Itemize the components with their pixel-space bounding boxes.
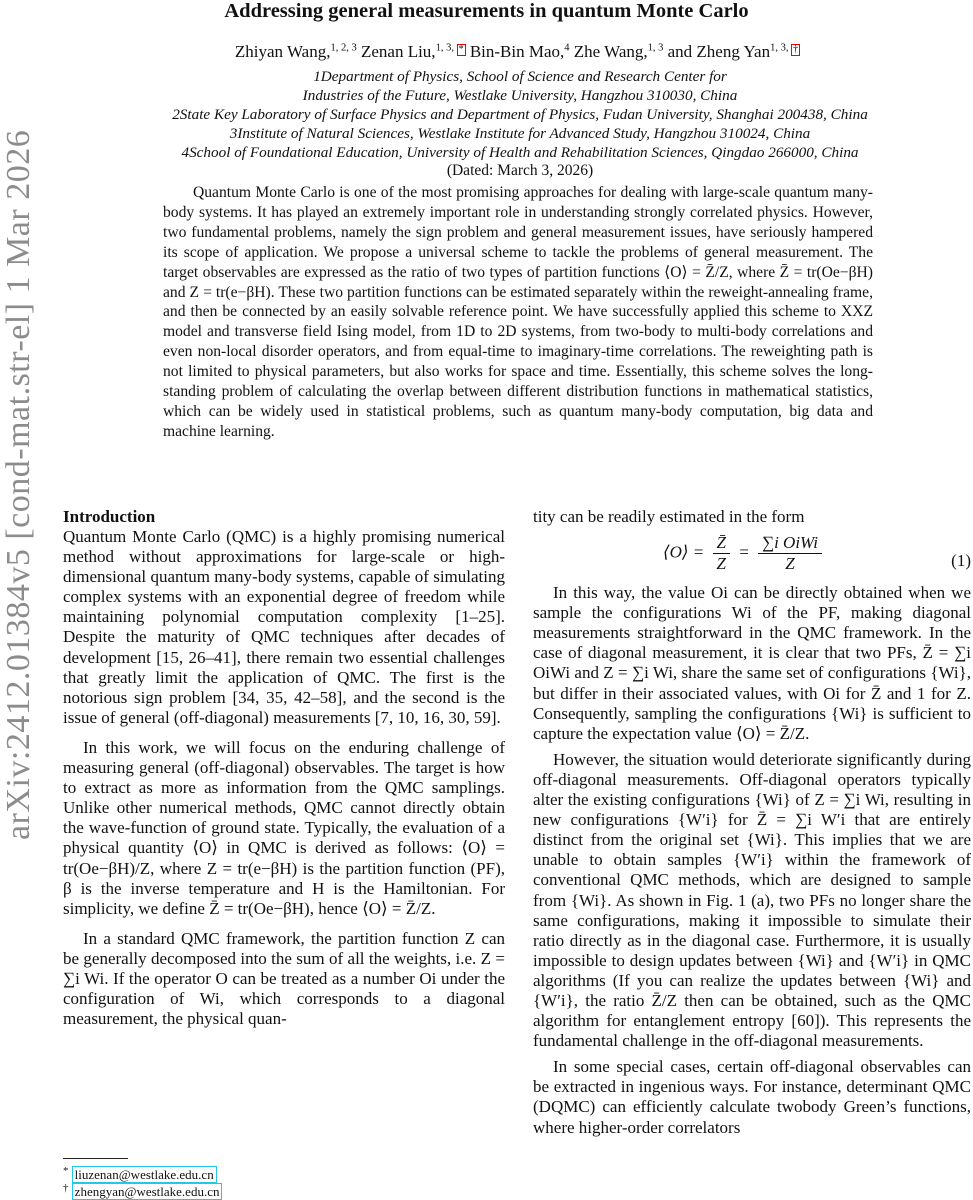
left-column <box>63 507 505 1039</box>
paragraph: In a standard QMC framework, the partition function Z can be generally decomposed into the sum of all the weights, i.e. Z = ∑i Wi. If the operator O can be treated as a number Oi under the configuration of Wi, which corresponds to a diagonal measurement, the physical quan- <box>63 928 505 1029</box>
affiliation-3: 3Institute of Natural Sciences, Westlake Institute for Advanced Study, Hangzhou 310024, China <box>229 125 811 142</box>
author-list: Zhiyan Wang,$^{1, 2, 3}$ Zenan Liu,$^{1, 3,}$ * Bin-Bin Mao,$^4$ Zhe Wang,$^{1, 3}$ and Zheng Yan$^{1, 3,}$ † <box>234 42 799 61</box>
paragraph: In this work, we will focus on the enduring challenge of measuring general (off-diagonal) observables. The target is how to extract as more as information from the QMC samplings. Unlike other numerical methods, QMC cannot directly obtain the wave-function of ground state. Typically, the evaluation of a physical quantity ⟨O⟩ in QMC is derived as follows: ⟨O⟩ = tr(Oe−βH)/Z, where Z = tr(e−βH) is the partition function (PF), β is the inverse temperature and H is the Hamiltonian. For simplicity, we define Z̄ = tr(Oe−βH), hence ⟨O⟩ = Z̄/Z. <box>63 737 505 918</box>
affiliation-1a: 1Department of Physics, School of Science and Research Center for <box>313 68 727 85</box>
footnote-link-star[interactable]: * <box>458 44 464 55</box>
date-line: (Dated: March 3, 2026) <box>446 162 594 179</box>
affiliation-1b: Industries of the Future, Westlake University, Hangzhou 310030, China <box>302 87 738 104</box>
paper-title: Addressing general measurements in quantum Monte Carlo <box>224 0 749 22</box>
paragraph: Quantum Monte Carlo (QMC) is a highly promising numerical method without approximations for large-scale or high-dimensional quantum many-body systems, capable of simulating complex systems with an exponential degree of freedom while maintaining polynomial computation complexity [1–25]. Despite the maturity of QMC techniques after decades of development [15, 26–41], there remain two essential challenges that greatly limit the application of QMC. The first is the notorious sign problem [34, 35, 42–58], and the second is the issue of general (off-diagonal) measurements [7, 10, 16, 30, 59]. <box>63 527 505 727</box>
paragraph: However, the situation would deteriorate significantly during off-diagonal measurements. Off-diagonal operators typically alter the existing configurations {Wi} of Z = ∑i Wi, resulting in new configurations {W′i} for Z̄ = ∑i W′i that are entirely distinct from the original set {Wi}. This implies that we are unable to obtain samples {W′i} within the framework of conventional QMC methods, which are designed to sample from {Wi}. As shown in Fig. 1 (a), two PFs no longer share the same configurations, making it impossible to simulate their ratio directly as in the diagonal case. Furthermore, it is usually impossible to design updates between {Wi} and {W′i} in QMC algorithms (If you can realize the updates between {Wi} and {W′i}, the ratio Z̄/Z then can be obtained, such as the QMC algorithm for entanglement entropy [60]). This represents the fundamental challenge in the off-diagonal measurements. <box>533 749 971 1051</box>
email-link-liuzenan[interactable]: liuzenan@westlake.edu.cn <box>72 1166 217 1183</box>
paragraph: In this way, the value Oi can be directly obtained when we sample the configurations Wi of the PF, making diagonal measurements straightforward in the QMC framework. In the case of diagonal measurement, it is clear that two PFs, Z̄ = ∑i OiWi and Z = ∑i Wi, share the same set of configurations {Wi}, but differ in their associated values, with Oi for Z̄ and 1 for Z. Consequently, sampling the configurations {Wi} is sufficient to capture the expectation value ⟨O⟩ = Z̄/Z. <box>533 583 971 743</box>
footnote-link-dagger[interactable]: † <box>793 44 799 55</box>
affiliation-4: 4School of Foundational Education, University of Health and Rehabilitation Sciences, Qingdao 266000, China <box>181 144 859 161</box>
equals-sign: = <box>738 542 750 562</box>
paragraph: In some special cases, certain off-diagonal observables can be extracted in ingenious ways. For instance, determinant QMC (DQMC) can efficiently calculate twobody Green’s functions, where higher-order correlators <box>533 1057 971 1137</box>
email-link-zhengyan[interactable]: zhengyan@westlake.edu.cn <box>72 1183 223 1200</box>
right-column <box>533 507 971 1144</box>
affiliation-2: 2State Key Laboratory of Surface Physics and Department of Physics, Fudan University, Shanghai 200438, China <box>172 106 868 123</box>
arxiv-identifier: arXiv:2412.01384v5 [cond-mat.str-el] 1 Mar 2026 <box>0 129 37 840</box>
abstract: Quantum Monte Carlo is one of the most promising approaches for dealing with large-scale quantum many-body systems. It has played an extremely important role in understanding strongly correlated physics. However, two fundamental problems, namely the sign problem and general measurement issues, have seriously hampered its scope of application. We propose a universal scheme to tackle the problems of general measurement. The target observables are expressed as the ratio of two types of partition functions ⟨O⟩ = Z̄/Z, where Z̄ = tr(Oe−βH) and Z = tr(e−βH). These two partition functions can be estimated separately within the reweight-annealing frame, and then be connected by an easily solvable reference point. We have successfully applied this scheme to XXZ model and transverse field Ising model, from 1D to 2D systems, from two-body to multi-body correlations and even non-local disorder operators, and from equal-time to imaginary-time correlations. The reweighting path is not limited to physical parameters, but also works for space and time. Essentially, this scheme solves the long-standing problem of calculating the overlap between different distribution functions in mathematical statistics, which can be widely used in statistical problems, such as quantum many-body computation, big data and machine learning. <box>163 184 873 440</box>
footnote-dagger: † zhengyan@westlake.edu.cn <box>63 1180 222 1200</box>
footnote-rule <box>63 1158 128 1159</box>
paragraph: tity can be readily estimated in the form <box>533 507 805 526</box>
section-heading-introduction: Introduction <box>63 507 156 526</box>
equation-lhs: ⟨O⟩ = <box>663 542 705 562</box>
fraction-zbar-over-z: $\frac{Z̄}{Z}$ <box>713 533 730 574</box>
fraction-sum-over-z: $\frac{\text{∑i OiWi}}{Z}$ <box>758 533 822 574</box>
equation-number: (1) <box>951 551 971 571</box>
footnote-star: * liuzenan@westlake.edu.cn <box>63 1163 217 1183</box>
equation-1 <box>533 533 971 583</box>
